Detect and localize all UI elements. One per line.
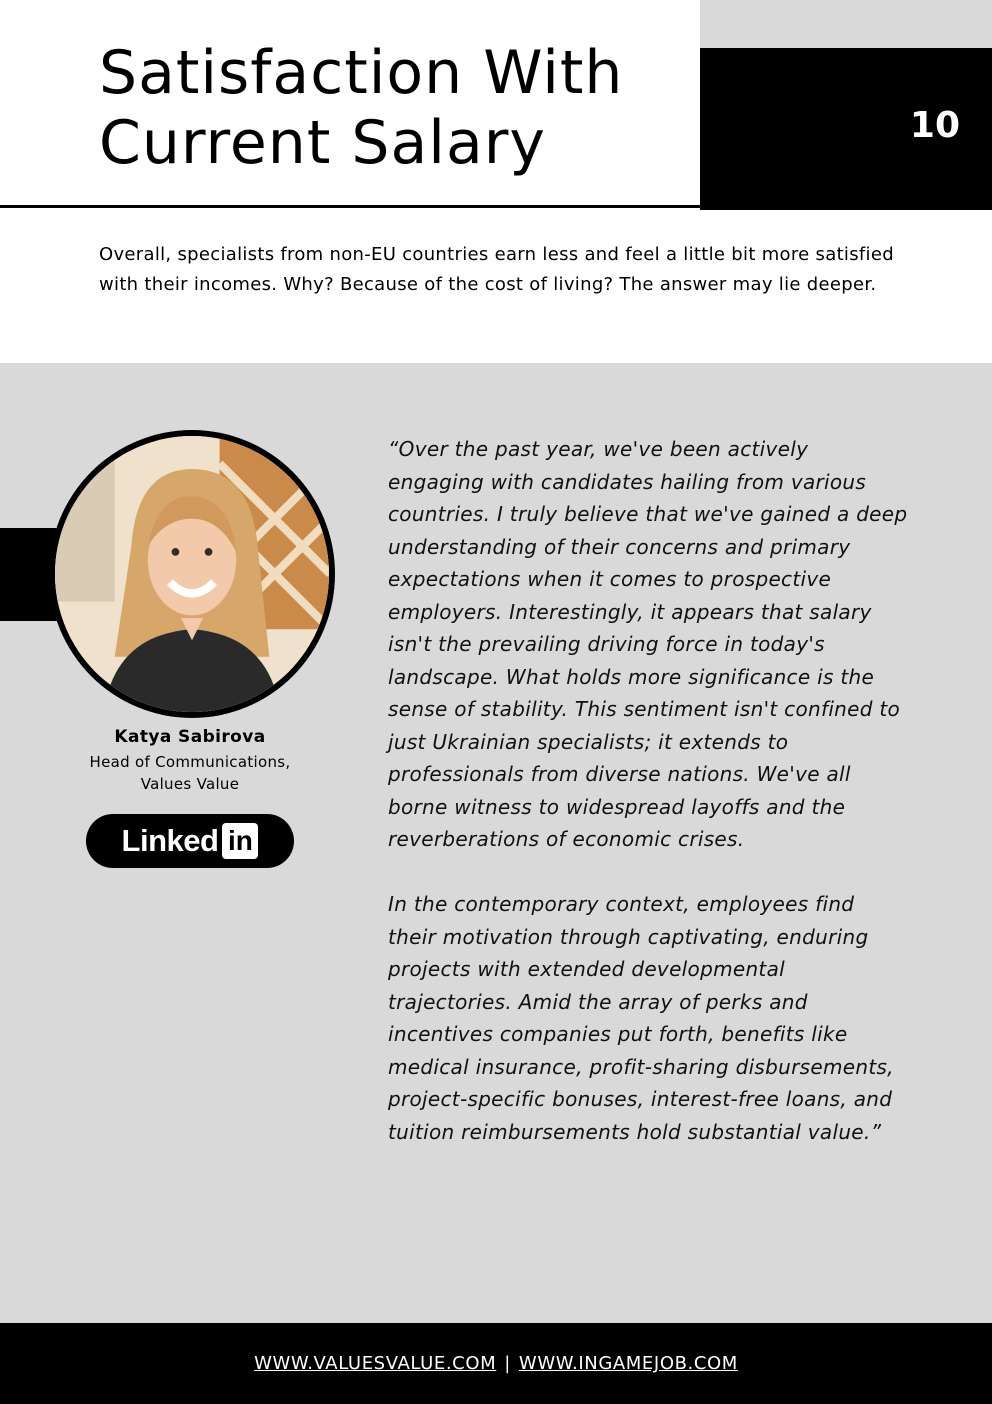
testimonial-quote bbox=[388, 433, 908, 1148]
person-photo bbox=[49, 430, 335, 718]
person-role-line-2: Values Value bbox=[140, 775, 240, 793]
footer-link-ingamejob[interactable]: WWW.INGAMEJOB.COM bbox=[518, 1353, 738, 1374]
quote-paragraph-2: In the contemporary context, employees find their motivation through captivating, enduring projects with extended developmental trajectories. Amid the array of perks and incentives companies put forth, benefits like medical insurance, profit-sharing disbursements, project-specific bonuses, interest-free loans, and tuition reimbursements hold substantial value.” bbox=[388, 892, 894, 1144]
page-number: 10 bbox=[909, 105, 960, 146]
linkedin-button[interactable] bbox=[86, 814, 294, 868]
page-title-line-1: Satisfaction With bbox=[99, 38, 624, 108]
footer-link-valuesvalue[interactable]: WWW.VALUESVALUE.COM bbox=[254, 1353, 497, 1374]
title-underline bbox=[0, 205, 700, 208]
intro-paragraph: Overall, specialists from non-EU countries earn less and feel a little bit more satisfied with their incomes. Why? Because of the cost of living? The answer may lie deeper. bbox=[99, 244, 894, 295]
quote-paragraph-1: “Over the past year, we've been actively engaging with candidates hailing from various countries. I truly believe that we've gained a deep understanding of their concerns and primary expectations when it comes to prospective employers. Interestingly, it appears that salary isn't the prevailing driving force in today's landscape. What holds more significance is the sense of stability. This sentiment isn't confined to just Ukrainian specialists; it extends to professionals from diverse nations. We've all borne witness to widespread layoffs and the reverberations of economic crises. bbox=[388, 437, 908, 851]
header-corner-gray-block bbox=[700, 0, 992, 48]
linkedin-icon: in bbox=[222, 823, 258, 859]
person-name: Katya Sabirova bbox=[114, 727, 266, 747]
footer-separator: | bbox=[504, 1353, 511, 1374]
linkedin-wordmark: Linked bbox=[121, 823, 219, 858]
person-role bbox=[60, 751, 320, 795]
portrait-illustration bbox=[55, 436, 329, 712]
page-title-line-2: Current Salary bbox=[99, 108, 546, 178]
page-title bbox=[99, 38, 699, 178]
person-role-line-1: Head of Communications, bbox=[89, 753, 291, 771]
footer-bar bbox=[0, 1323, 992, 1404]
header-corner-black-block bbox=[700, 48, 992, 210]
